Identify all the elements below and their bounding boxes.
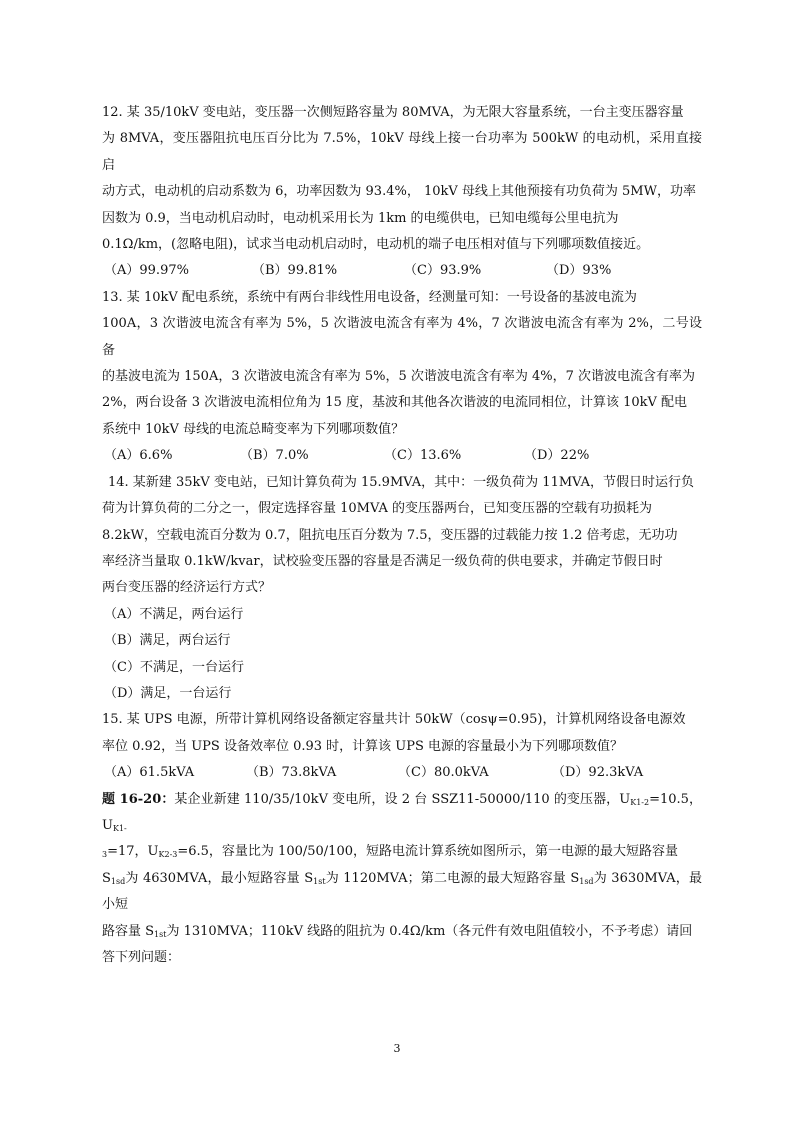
option-d: （D）22% (524, 448, 590, 464)
page-number: 3 (393, 1042, 401, 1055)
question-16-line-1 (102, 787, 702, 840)
question-16-line-2 (102, 839, 702, 865)
subscript: 1sd (579, 876, 594, 886)
option-c: （C）93.9% (404, 263, 482, 279)
option-a: （A）不满足，两台运行 (104, 606, 244, 622)
question-13-line-5: 系统中 10kV 母线的电流总畸变率为下列哪项数值？ (102, 421, 405, 437)
page-content (102, 100, 702, 971)
text-run: S (102, 870, 111, 886)
text-run: 为 4630MVA，最小短路容量 S (125, 870, 314, 886)
question-13-line-4: 2%，两台设备 3 次谐波电流相位角为 15 度，基波和其他各次谐波的电流同相位，计算该 10kV 配电 (102, 395, 688, 411)
option-d: （D）满足，一台运行 (104, 685, 232, 701)
text-run: 路容量 S (102, 923, 155, 939)
subscript: 1sd (110, 876, 126, 886)
option-b: （B）满足，两台运行 (104, 633, 231, 649)
question-12-line-3: 动方式，电动机的启动系数为 6，功率因数为 93.4%， 10kV 母线上其他预接有功负荷为 5MW，功率 (102, 184, 696, 200)
question-13-options (102, 443, 702, 469)
question-12-line-5: 0.1Ω/km，(忽略电阻)，试求当电动机启动时，电动机的端子电压相对值与下列哪项数值接近。 (102, 237, 650, 253)
subscript: 1st (154, 929, 167, 939)
option-a: （A）99.97% (104, 263, 189, 279)
question-12-options (102, 258, 702, 284)
question-12-line-4: 因数为 0.9，当电动机启动时，电动机采用长为 1km 的电缆供电，已知电缆每公里电抗为 (102, 210, 619, 226)
option-c: （C）13.6% (384, 448, 462, 464)
subscript: K1- (112, 823, 127, 833)
text-run: =17，U (107, 844, 159, 860)
text-run: =10.5，U (102, 791, 702, 833)
question-13-line-2: 100A，3 次谐波电流含有率为 5%，5 次谐波电流含有率为 4%，7 次谐波电流含有率为 2%，二号设备 (102, 316, 702, 358)
question-12-line-1: 12. 某 35/10kV 变电站，变压器一次侧短路容量为 80MVA，为无限大容量系统，一台主变压器容量 (102, 105, 684, 120)
question-16-line-5: 答下列问题： (102, 950, 181, 965)
question-14-line-2: 荷为计算负荷的二分之一，假定选择容量 10MVA 的变压器两台，已知变压器的空载有功损耗为 (102, 501, 653, 517)
question-12 (102, 100, 702, 285)
question-12-line-2: 为 8MVA，变压器阻抗电压百分比为 7.5%，10kV 母线上接一台功率为 500kW 的电动机，采用直接启 (102, 131, 702, 173)
question-13-line-1: 13. 某 10kV 配电系统，系统中有两台非线性用电设备，经测量可知：一号设备的基波电流为 (102, 289, 637, 305)
option-c: （C）不满足，一台运行 (104, 659, 244, 675)
subscript: 1st (313, 876, 326, 886)
option-a: （A）61.5kVA (104, 765, 195, 781)
subscript: K2-3 (158, 850, 178, 860)
option-d: （D）93% (546, 263, 612, 279)
text-run: =6.5，容量比为 100/50/100，短路电流计算系统如图所示，第一电源的最大短路容量 (177, 844, 678, 860)
question-13-line-3: 的基波电流为 150A，3 次谐波电流含有率为 5%，5 次谐波电流含有率为 4%，7 次谐波电流含有率为 (102, 369, 696, 385)
text-run: 某企业新建 110/35/10kV 变电所，设 2 台 SSZ11-50000/110 的变压器，U (174, 791, 631, 807)
text-run: 为 1310MVA；110kV 线路的阻抗为 0.4Ω/km（各元件有效电阻值较小，不予考虑）请回 (166, 923, 693, 939)
question-16-20 (102, 787, 702, 972)
subscript: K1-2 (630, 797, 650, 807)
option-b: （B）99.81% (252, 263, 338, 279)
question-14-line-4: 率经济当量取 0.1kW/kvar，试校验变压器的容量是否满足一级负荷的供电要求，并确定节假日时 (102, 553, 663, 569)
question-15-options (102, 760, 702, 786)
question-14 (102, 470, 702, 708)
option-a: （A）6.6% (104, 448, 173, 464)
option-b: （B）7.0% (240, 448, 309, 464)
question-15-line-2: 率位 0.92，当 UPS 设备效率位 0.93 时，计算该 UPS 电源的容量最小为下列哪项数值？ (102, 738, 624, 754)
question-13 (102, 285, 702, 470)
question-14-line-1: 14. 某新建 35kV 变电站，已知计算负荷为 15.9MVA，其中：一级负荷为 11MVA，节假日时运行负 (108, 474, 695, 490)
subscript: 3 (102, 850, 108, 860)
option-b: （B）73.8kVA (246, 765, 337, 781)
option-d: （D）92.3kVA (552, 765, 644, 781)
question-14-line-5: 两台变压器的经济运行方式？ (102, 580, 272, 596)
question-16-line-4 (102, 919, 702, 945)
text-run: 为 1120MVA；第二电源的最大短路容量 S (325, 870, 580, 886)
question-14-line-3: 8.2kW，空载电流百分数为 0.7，阻抗电压百分数为 7.5，变压器的过载能力按 1.2 倍考虑，无功功 (102, 527, 678, 543)
section-label: 题 16-20： (102, 791, 175, 807)
question-16-line-3 (102, 866, 702, 919)
text-run: 为 3630MVA，最小短 (102, 870, 702, 913)
question-15 (102, 707, 702, 786)
option-c: （C）80.0kVA (398, 765, 489, 781)
question-15-line-1: 15. 某 UPS 电源，所带计算机网络设备额定容量共计 50kW（cosψ=0.95)，计算机网络设备电源效 (102, 712, 686, 728)
